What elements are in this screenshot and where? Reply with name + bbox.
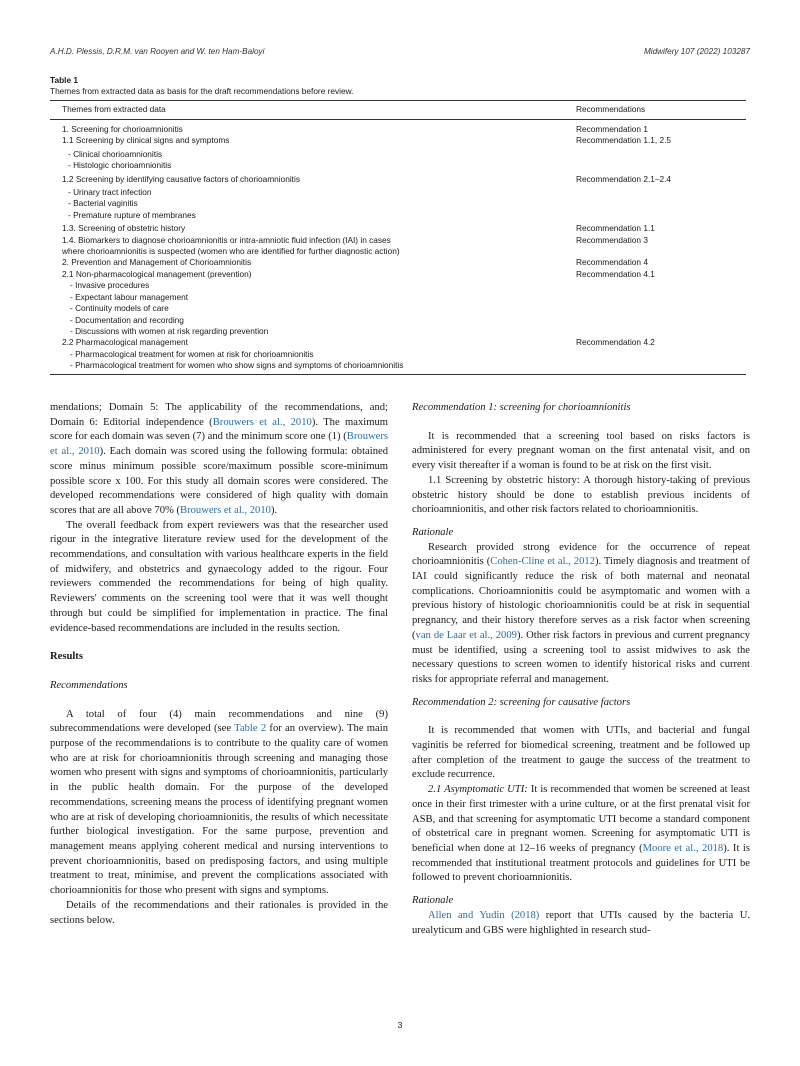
table-cell-rec [584,326,746,337]
table-row [62,149,746,160]
table-cell-theme: - Urinary tract infection [68,187,152,198]
table-row [62,303,746,314]
table-cell-rec [584,280,746,291]
table-row [62,292,746,303]
table-cell-rec [582,198,746,209]
table-cell-rec [576,246,746,257]
recommendation-1-heading: Recommendation 1: screening for chorioamnionitis [412,402,631,413]
text-run-lead: 2.1 Asymptomatic UTI: [428,784,528,796]
table-cell-theme: 2.1 Non-pharmacological management (prevention) [62,268,252,279]
text-run: ). The maximum score for each domain was seven (7) and the minimum score one (1) ( [50,416,388,443]
table-row [62,235,746,246]
table-body [50,120,746,375]
section-heading-results: Results [50,651,83,663]
text-run: ). [270,504,278,516]
paragraph [412,783,750,886]
table-row [62,257,746,268]
table-cell-theme: 1.3. Screening of obstetric history [62,223,186,234]
table-row [62,174,746,185]
table-row [62,326,746,337]
paragraph [50,401,388,519]
spacer [50,665,388,679]
table-row [62,223,746,234]
table-cell-theme: - Expectant labour management [70,291,189,302]
citation-link[interactable]: Moore et al., 2018 [642,842,724,854]
table-row [62,360,746,371]
paragraph: It is recommended that a screening tool based on risks factors is administered for every pregnant woman on the first antenatal visit, and on every visit thereafter if a woman is found to be at risk on the first visit. [412,430,750,472]
subsection-heading-recommendations: Recommendations [50,679,128,691]
citation-link[interactable]: Brouwers et al., 2010 [212,416,312,428]
table-cell-theme: 1.4. Biomarkers to diagnose chorioamnionitis or intra-amniotic fluid infection (IAI) in cases [62,234,391,245]
table-row [62,124,746,135]
table-row [62,160,746,171]
left-column [50,401,388,928]
table-cell-theme: 1. Screening for chorioamnionitis [62,124,183,134]
text-run: ). Timely diagnosis and treatment of IAI could significantly reduce the risk of both maternal and neonatal complications. Chorioamnionitis could be asymptomatic and women with a previous history of histologic chorioamnionitis could be at risk in sequential pregnancy, and their history therefore serves as a risk factor when screening ( [412,556,751,641]
table-cell-rec [582,160,746,171]
table-cell-theme: - Histologic chorioamnionitis [68,160,172,171]
spacer [412,416,750,430]
table-cell-theme: where chorioamnionitis is suspected (women who are identified for further diagnostic action) [62,246,400,257]
table-cell-rec [582,149,746,160]
table-row [62,187,746,198]
table-1 [50,74,746,375]
citation-link[interactable]: van de Laar et al., 2009 [415,629,517,641]
running-head-journal: Midwifery 107 (2022) 103287 [643,47,750,56]
table-cell-theme: 1.2 Screening by identifying causative factors of chorioamnionitis [62,173,300,184]
table-cell-rec [584,315,746,326]
table-cell-rec [584,349,746,360]
spacer [412,518,750,526]
table-cell-theme: - Invasive procedures [70,280,150,291]
table-cell-theme: - Discussions with women at risk regarding prevention [70,325,269,336]
table-cell-rec [584,303,746,314]
table-header-themes: Themes from extracted data [62,104,166,114]
text-run: mendations; Domain 5: The applicability of the recommendations, and; Domain 6: Editorial independence ( [50,402,388,428]
table-cell-theme: - Clinical chorioamnionitis [68,148,163,159]
table-row [62,349,746,360]
table-cell-theme: 2. Prevention and Management of Chorioamnionitis [62,257,252,268]
table-cell-rec: Recommendation 4 [576,257,648,268]
table-cell-theme: - Pharmacological treatment for women who show signs and symptoms of chorioamnionitis [70,360,404,371]
spacer [412,886,750,894]
citation-link[interactable]: Brouwers et al., 2010 [180,504,271,516]
right-column [412,401,750,938]
table-header-row [50,101,746,120]
table-row [62,210,746,221]
rationale-heading: Rationale [412,526,454,538]
table-cell-theme: - Pharmacological treatment for women at risk for chorioamnionitis [70,348,314,359]
table-cell-theme: 2.2 Pharmacological management [62,337,188,348]
paragraph: Details of the recommendations and their rationales is provided in the sections below. [50,899,388,926]
text-run: ). Other risk factors in previous and current pregnancy must be identified, using a screening tool to assist midwives to ask the necessary questions to screen women to identify historical risks and current risks for appropriate referral and management. [412,629,750,685]
spacer [412,688,750,696]
paragraph [412,909,750,938]
recommendation-2-heading: Recommendation 2: screening for causative factors [412,696,631,708]
table-link[interactable]: Table 2 [234,723,267,735]
running-head-authors: A.H.D. Plessis, D.R.M. van Rooyen and W. ten Ham-Baloyi [50,47,265,56]
table-cell-theme: - Bacterial vaginitis [68,198,138,209]
paragraph [50,708,388,899]
paragraph: It is recommended that women with UTIs, and bacterial and fungal vaginitis be referred for biomedical screening, treatment and be followed up after completion of the treatment to gauge the success of the treatment to exclude recurrence. [412,725,750,781]
paragraph: The overall feedback from expert reviewers was that the researcher used rigour in the integrative literature review used for the development of the recommendations, and consultation with various healthcare experts in the field of midwifery, and obstetrics and gynaecology added to the rigour. Four reviewers commended the recommendations for being of high quality. Reviewers' comments on the screening tool were that it was well thought through but could be simplified for implementation in practice. The final evidence-based recommendations are included in the results section. [50,519,388,634]
table-cell-theme: - Premature rupture of membranes [68,209,196,220]
table-cell-rec [582,187,746,198]
table-row [62,280,746,291]
spacer [50,694,388,708]
table-row [62,198,746,209]
table-row [62,269,746,280]
text-run: for an overview). The main purpose of the recommendations is to contribute to the quality care of women who are at risk for chorioamnionitis through screening and managing those women who present with signs and symptoms of chorioamnionitis, particularly in the public health domain. For the purpose of the developed recommendations, screening means the process of identifying pregnant women who are at risk of developing chorioamnionitis, the results of which necessitate further biological investigation. For the same purpose, prevention and management means applying coherent medical and nursing interventions to prevent chorioamnionitis, based on predisposing factors, and using multiple treatment to treat, minimise, and prevent the complications associated with chorioamnionitis for those who present with signs and symptoms. [50,723,388,897]
table-label: Table 1 [50,75,78,85]
citation-link[interactable]: Cohen-Cline et al., 2012 [490,556,595,568]
table-caption: Themes from extracted data as basis for the draft recommendations before review. [50,86,354,96]
text-run: Research provided strong evidence for the occurrence of repeat chorioamnionitis ( [412,541,750,568]
table-cell-rec: Recommendation 1.1, 2.5 [576,135,672,146]
text-run: ). Each domain was scored using the following formula: obtained score minus minimum possible score/maximum possible score-minimum possible score x 100. For this study all domain scores were considered. The developed recommendations were considered of high quality with domain scores that are all above 70% ( [50,446,388,516]
table-header-recommendations: Recommendations [576,104,646,114]
rationale-heading: Rationale [412,895,454,907]
text-run: report that UTIs caused by the bacteria U. urealyticum and GBS were highlighted in research stud- [412,909,750,936]
table-cell-rec [584,360,746,371]
table-row [62,246,746,257]
table-cell-rec: Recommendation 4.2 [576,337,655,348]
table-cell-rec: Recommendation 4.1 [576,268,655,279]
paragraph [412,541,750,688]
table-cell-rec [582,210,746,221]
table-row [62,315,746,326]
text-run: A total of four (4) main recommendations and nine (9) subrecommendations were developed (see [50,708,388,735]
table-cell-rec: Recommendation 1 [576,124,648,134]
table-cell-rec: Recommendation 1.1 [576,223,655,234]
table-row [62,135,746,146]
table-cell-rec [584,292,746,303]
text-run: ). It is recommended that institutional treatment protocols and guidelines for UTI be followed to prevent chorioamnionitis. [412,842,750,884]
paragraph: 1.1 Screening by obstetric history: A thorough history-taking of previous obstetric history should be done to establish previous incidents of chorioamnionitis, and other risk factors related to chorioamnionitis. [412,474,750,516]
table-cell-theme: - Continuity models of care [70,303,169,314]
table-row [62,337,746,348]
table-cell-theme: 1.1 Screening by clinical signs and symptoms [62,135,230,146]
spacer [412,710,750,724]
table-cell-rec: Recommendation 2.1–2.4 [576,173,672,184]
table-cell-theme: - Documentation and recording [70,314,184,325]
text-run: It is recommended that women be screened at least once in their first trimester with a urine culture, or at the first prenatal visit for ASB, and that screening for asymptomatic UTI become a standard component of obstetrical care in pregnant women. Screening for asymptomatic UTI is beneficial when done at 12–16 weeks of pregnancy ( [412,784,750,854]
page-number: 3 [397,1020,403,1030]
citation-link[interactable]: Brouwers et al., 2010 [50,431,388,458]
table-cell-rec: Recommendation 3 [576,234,648,245]
citation-link[interactable]: Allen and Yudin (2018) [428,909,540,921]
